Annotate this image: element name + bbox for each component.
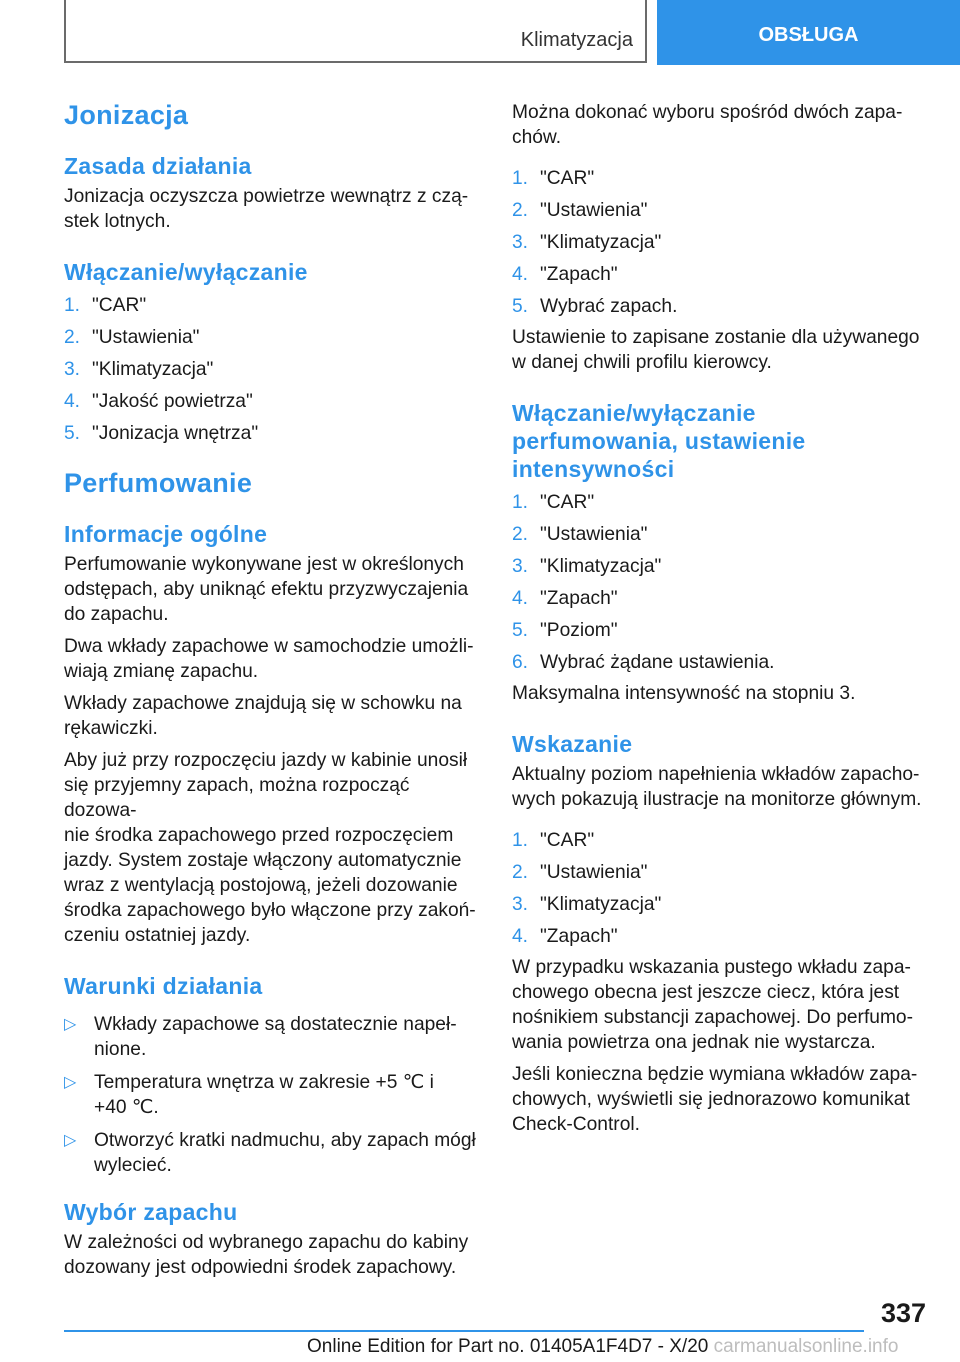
step-number: 4. xyxy=(64,391,81,412)
step-number: 4. xyxy=(512,588,529,609)
list-item xyxy=(64,322,479,354)
steps-wskazanie xyxy=(512,825,922,953)
list-item xyxy=(512,857,922,889)
watermark: carmanualsonline.info xyxy=(713,1336,899,1357)
list-item xyxy=(512,551,922,583)
list-item xyxy=(64,386,479,418)
text-wybor: W zależności od wybranego zapachu do kabiny dozowany jest odpowiedni środek zapachowy. xyxy=(64,1232,469,1278)
section-title: Klimatyzacja xyxy=(520,29,633,51)
heading-informacje: Informacje ogólne xyxy=(64,521,268,547)
step-number: 3. xyxy=(64,359,81,380)
list-item xyxy=(512,825,922,857)
step-text: "Ustawienia" xyxy=(540,862,648,883)
right-column xyxy=(512,100,922,1137)
step-number: 2. xyxy=(64,327,81,348)
step-number: 1. xyxy=(512,830,529,851)
text-info-1: Perfumowanie wykonywane jest w określonych odstępach, aby uniknąć efektu przyzwyczajenia do zapachu. xyxy=(64,554,469,625)
step-text: Wybrać żądane ustawienia. xyxy=(540,652,775,673)
text-zasada: Jonizacja oczyszcza powietrze wewnątrz z czą- stek lotnych. xyxy=(64,186,469,232)
heading-warunki: Warunki działania xyxy=(64,973,263,999)
step-text: "Zapach" xyxy=(540,588,618,609)
step-text: "Poziom" xyxy=(540,620,618,641)
step-text: "Jakość powietrza" xyxy=(92,391,253,412)
step-text: "CAR" xyxy=(540,168,595,189)
step-number: 1. xyxy=(64,295,81,316)
list-item xyxy=(64,418,479,450)
step-number: 2. xyxy=(512,524,529,545)
step-text: Wybrać zapach. xyxy=(540,296,678,317)
step-text: "Ustawienia" xyxy=(540,200,648,221)
heading-wskazanie: Wskazanie xyxy=(512,731,633,757)
left-column xyxy=(64,98,479,1280)
step-number: 1. xyxy=(512,492,529,513)
header-frame xyxy=(64,0,647,63)
steps-zapach xyxy=(512,163,922,323)
list-item xyxy=(64,1012,479,1062)
text-intro: Można dokonać wyboru spośród dwóch zapa- chów. xyxy=(512,102,903,148)
heading-wybor: Wybór zapachu xyxy=(64,1199,238,1225)
text-max: Maksymalna intensywność na stopniu 3. xyxy=(512,683,856,704)
conditions-list xyxy=(64,1012,479,1178)
list-item xyxy=(512,615,922,647)
list-item xyxy=(64,1128,479,1178)
chapter-tab[interactable] xyxy=(657,0,960,65)
step-text: "Klimatyzacja" xyxy=(540,556,662,577)
step-text: "Klimatyzacja" xyxy=(540,232,662,253)
step-number: 2. xyxy=(512,862,529,883)
list-item xyxy=(512,195,922,227)
text-wymiana: Jeśli konieczna będzie wymiana wkładów zapa- chowych, wyświetli się jednorazowo komunikat Check-Control. xyxy=(512,1064,918,1135)
list-item xyxy=(512,519,922,551)
edition-text: Online Edition for Part no. 01405A1F4D7 - X/20 xyxy=(307,1336,709,1357)
step-number: 5. xyxy=(512,620,529,641)
text-info-3: Wkłady zapachowe znajdują się w schowku na rękawiczki. xyxy=(64,693,462,739)
chapter-tab-label: OBSŁUGA xyxy=(758,24,859,46)
step-text: "CAR" xyxy=(540,492,595,513)
steps-jonizacja xyxy=(64,290,479,450)
footer-divider xyxy=(64,1330,864,1332)
list-item xyxy=(512,227,922,259)
triangle-bullet-icon: ▷ xyxy=(64,1074,77,1091)
step-number: 5. xyxy=(64,423,81,444)
text-saved: Ustawienie to zapisane zostanie dla używanego w danej chwili profilu kierowcy. xyxy=(512,327,920,373)
step-number: 2. xyxy=(512,200,529,221)
step-number: 4. xyxy=(512,264,529,285)
text-info-2: Dwa wkłady zapachowe w samochodzie umożli- wiają zmianę zapachu. xyxy=(64,636,474,682)
step-text: "Ustawienia" xyxy=(540,524,648,545)
list-item xyxy=(512,291,922,323)
list-item xyxy=(512,583,922,615)
list-item xyxy=(512,889,922,921)
step-number: 6. xyxy=(512,652,529,673)
step-text: "Ustawienia" xyxy=(92,327,200,348)
step-text: "CAR" xyxy=(92,295,147,316)
list-item xyxy=(512,487,922,519)
step-text: "Klimatyzacja" xyxy=(540,894,662,915)
page-number: 337 xyxy=(880,1298,926,1328)
step-text: "Klimatyzacja" xyxy=(92,359,214,380)
triangle-bullet-icon: ▷ xyxy=(64,1132,77,1149)
text-wskazanie: Aktualny poziom napełnienia wkładów zapacho- wych pokazują ilustracje na monitorze głównym. xyxy=(512,764,922,810)
steps-intensywnosc xyxy=(512,487,922,679)
triangle-bullet-icon: ▷ xyxy=(64,1016,77,1033)
footer-edition xyxy=(307,1336,898,1358)
list-item xyxy=(512,259,922,291)
step-number: 4. xyxy=(512,926,529,947)
heading-zasada: Zasada działania xyxy=(64,153,252,179)
list-item xyxy=(512,647,922,679)
condition-text: Otworzyć kratki nadmuchu, aby zapach mógł wylecieć. xyxy=(94,1130,476,1176)
heading-jonizacja: Jonizacja xyxy=(64,100,189,130)
condition-text: Wkłady zapachowe są dostatecznie napeł- nione. xyxy=(94,1014,457,1060)
list-item xyxy=(64,354,479,386)
list-item xyxy=(512,163,922,195)
step-text: "Jonizacja wnętrza" xyxy=(92,423,259,444)
step-number: 5. xyxy=(512,296,529,317)
step-text: "CAR" xyxy=(540,830,595,851)
condition-text: Temperatura wnętrza w zakresie +5 ℃ i +40 ℃. xyxy=(94,1072,434,1118)
text-pusty: W przypadku wskazania pustego wkładu zapa- chowego obecna jest jeszcze ciecz, która jest nośnikiem substancji zapachowej. Do perfumo- wania powietrza ona jednak nie wystarcza. xyxy=(512,957,913,1053)
step-number: 3. xyxy=(512,894,529,915)
list-item xyxy=(64,290,479,322)
step-number: 3. xyxy=(512,232,529,253)
step-number: 1. xyxy=(512,168,529,189)
heading-wlaczanie: Włączanie/wyłączanie xyxy=(64,259,308,285)
list-item xyxy=(512,921,922,953)
list-item xyxy=(64,1070,479,1120)
heading-perfumowanie: Perfumowanie xyxy=(64,468,253,498)
heading-wlaczanie-perfum: Włączanie/wyłączanie perfumowania, ustawienie intensywności xyxy=(512,400,806,482)
step-text: "Zapach" xyxy=(540,926,618,947)
step-text: "Zapach" xyxy=(540,264,618,285)
step-number: 3. xyxy=(512,556,529,577)
text-info-4: Aby już przy rozpoczęciu jazdy w kabinie unosił się przyjemny zapach, można rozpocząć dozowa- nie środka zapachowego przed rozpoczęciem jazdy. System zostaje włączony automatycznie wraz z wentylacją postojową, jeżeli dozowanie środka zapachowego było włączone przy zakoń- czeniu ostatniej jazdy. xyxy=(64,750,476,946)
